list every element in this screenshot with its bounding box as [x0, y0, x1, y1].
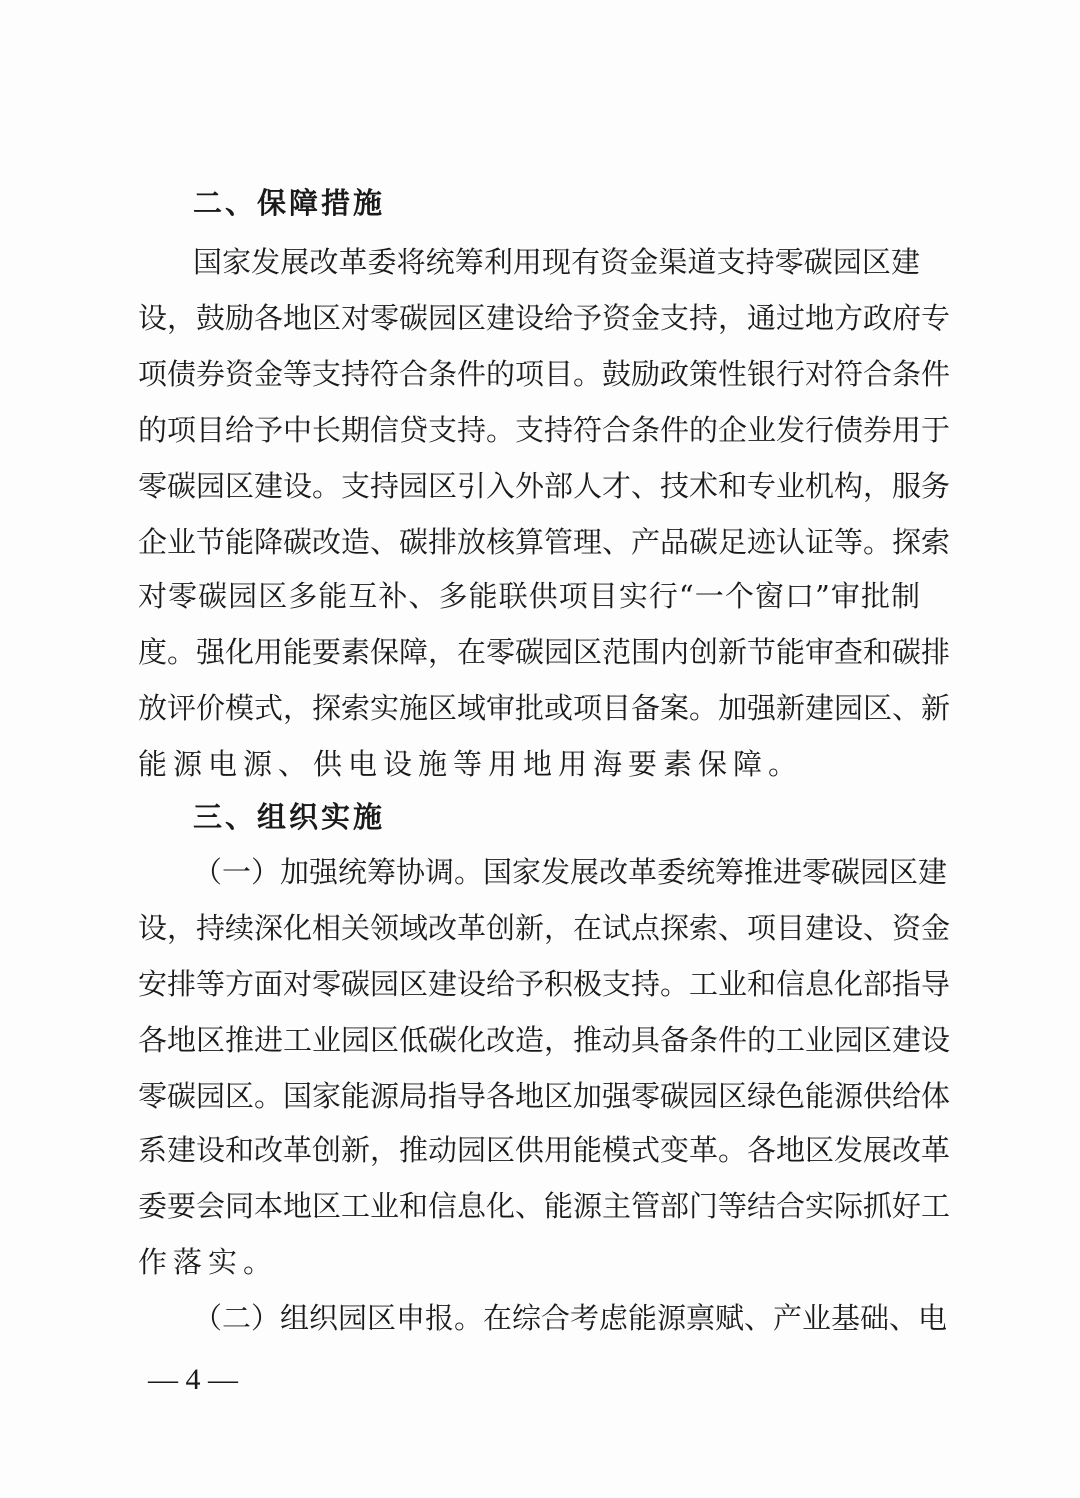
paragraph-line: 放评价模式，探索实施区域审批或项目备案。加强新建园区、新: [138, 691, 951, 725]
paragraph-line: 作落实。: [138, 1245, 279, 1279]
paragraph-line: [193, 1298, 948, 1338]
paragraph-line: 各地区推进工业园区低碳化改造，推动具备条件的工业园区建设: [138, 1023, 951, 1057]
paragraph-line: 零碳园区。国家能源局指导各地区加强零碳园区绿色能源供给体: [138, 1079, 951, 1113]
paragraph-line: 零碳园区建设。支持园区引入外部人才、技术和专业机构，服务: [138, 469, 951, 503]
paragraph-text: 在综合考虑能源禀赋、产业基础、电: [483, 1301, 948, 1335]
paragraph-line: 安排等方面对零碳园区建设给予积极支持。工业和信息化部指导: [138, 967, 951, 1001]
subsection-title-coordination: （一）加强统筹协调。: [193, 855, 484, 889]
paragraph-line: 系建设和改革创新，推动园区供用能模式变革。各地区发展改革: [138, 1133, 951, 1167]
paragraph-line: 设，鼓励各地区对零碳园区建设给予资金支持，通过地方政府专: [138, 301, 951, 335]
paragraph-line: 项债券资金等支持符合条件的项目。鼓励政策性银行对符合条件: [138, 357, 951, 391]
paragraph-line: 设，持续深化相关领域改革创新，在试点探索、项目建设、资金: [138, 911, 951, 945]
section-heading-safeguards: 二、保障措施: [193, 186, 386, 220]
paragraph-line: 度。强化用能要素保障，在零碳园区范围内创新节能审查和碳排: [138, 635, 951, 669]
paragraph-line: 对零碳园区多能互补、多能联供项目实行“一个窗口”审批制: [138, 579, 920, 613]
page-number: — 4 —: [148, 1363, 238, 1396]
paragraph-line: 的项目给予中长期信贷支持。支持符合条件的企业发行债券用于: [138, 413, 951, 447]
section-heading-implementation: 三、组织实施: [193, 800, 386, 834]
subsection-title-application: （二）组织园区申报。: [193, 1301, 484, 1335]
paragraph-line: [193, 852, 948, 892]
paragraph-line: 国家发展改革委将统筹利用现有资金渠道支持零碳园区建: [193, 245, 920, 279]
paragraph-line: 委要会同本地区工业和信息化、能源主管部门等结合实际抓好工: [138, 1189, 951, 1223]
paragraph-line: 能源电源、供电设施等用地用海要素保障。: [138, 747, 804, 781]
paragraph-text: 国家发展改革委统筹推进零碳园区建: [483, 855, 948, 889]
paragraph-line: 企业节能降碳改造、碳排放核算管理、产品碳足迹认证等。探索: [138, 525, 951, 559]
